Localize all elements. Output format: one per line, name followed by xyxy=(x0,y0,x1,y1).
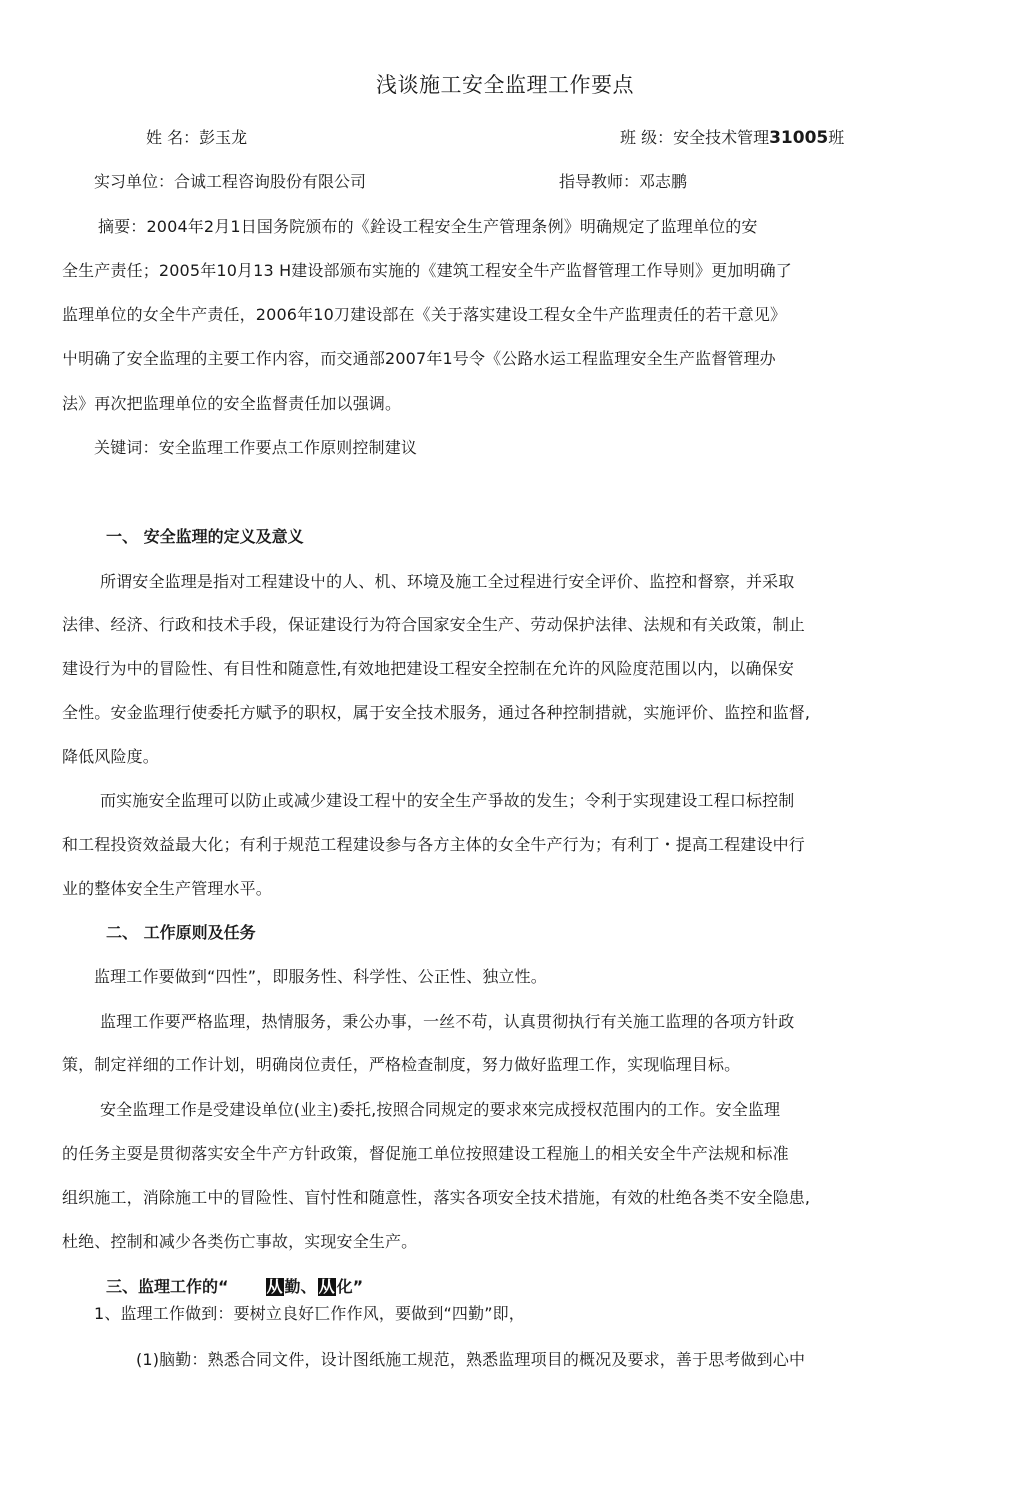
section-2-heading: 二、 工作原则及任务 xyxy=(106,923,256,942)
abstract-line: 摘要：2004年2月1日国务院颁布的《銓设工程安全生产管理条例》明确规定了监理单位的安 xyxy=(98,217,758,236)
paragraph-line: 组织施工，消除施工中的冒险性、盲忖性和随意性，落实各项安全技术措施，有效的杜绝各类不安全隐患, xyxy=(62,1188,811,1207)
paragraph-line: 法律、经济、行政和技术手段，保证建设行为符合国家安全生产、劳动保护法律、法规和有关政策，制止 xyxy=(62,615,805,634)
keywords: 关键词：安全监理工作要点工作原则控制建议 xyxy=(94,438,418,457)
class-number: 31005 xyxy=(769,128,829,148)
paragraph-line: 全性。安金监理行使委托方赋予的职权，属于安全技术服务，通过各种控制措就，实施评价、监控和监督, xyxy=(62,703,811,722)
paragraph-line: 和工程投资效益最大化；有利于规范工程建设参与各方主体的女全牛产行为；有利丁・提高工程建设中行 xyxy=(62,835,805,854)
class-prefix: 班 级：安全技术管理 xyxy=(620,128,770,147)
paragraph-line: 的任务主耍是贯彻落实安全牛产方针政策，督促施工单位按照建设工程施丄的相关安全牛产法规和标准 xyxy=(62,1144,789,1163)
paragraph-line: 安全监理工作是受建设单位(业主)委托,按照合同规定的要求來完成授权范围内的工作。安全监理 xyxy=(100,1100,781,1119)
author-name: 姓 名：彭玉龙 xyxy=(146,128,248,147)
section-1-heading: 一、 安全监理的定义及意义 xyxy=(106,527,304,546)
internship-unit: 实习单位：合诚工程咨询股份有限公司 xyxy=(94,172,367,191)
advisor: 指导教师：邓志鹏 xyxy=(559,172,688,191)
section-3-item-1: 1、监理工作做到：要树立良好匸作作风，要做到“四勤”即， xyxy=(94,1304,525,1323)
section-3-heading-mark: 从 xyxy=(318,1277,335,1296)
section-3-heading-suffix: 化” xyxy=(336,1277,364,1296)
section-3-heading-mid: 勤、 xyxy=(284,1277,317,1296)
document-title: 浅谈施工安全监理工作要点 xyxy=(376,73,634,97)
paragraph-line: 建设行为中的冒险性、有目性和随意性,有效地把建设工程安全控制在允许的风险度范围以内，以确保安 xyxy=(62,659,794,678)
paragraph-line: 监理工作要严格监理，热情服务，秉公办事，一丝不苟，认真贯彻执行有关施工监理的各项方针政 xyxy=(100,1012,795,1031)
section-2-paragraph-1: 监理工作要做到“四性”，即服务性、科学性、公正性、独立性。 xyxy=(94,967,547,986)
abstract-line: 监理单位的女全牛产责任，2006年10刀建设部在《关于落实建设工程女全牛产监理责任的若干意见》 xyxy=(62,305,787,324)
class-suffix: 班 xyxy=(828,128,845,147)
abstract-line: 法》再次把监理单位的安全监督责任加以强调。 xyxy=(62,394,402,413)
paragraph-line: 所谓安全监理是指对工程建设屮的人、机、环境及施工全过程进行安全评价、监控和督察，并采取 xyxy=(100,572,795,591)
class-info xyxy=(620,130,844,147)
paragraph-line: 策，制定祥细的工作计划，明确岗位责任，严格检查制度，努力做好监理工作，实现临理目标。 xyxy=(62,1055,741,1074)
paragraph-line: 杜绝、控制和减少各类伤亡事故，实现安全生产。 xyxy=(62,1232,418,1251)
abstract-line: 全生产责任；2005年10月13 H建设部颁布实施的《建筑工程安全牛产监督管理工作导则》更加明确了 xyxy=(62,261,792,280)
section-3-subitem-1: (1)脑勤：熟悉合同文件，设计图纸施工规范，熟悉监理项目的概况及要求，善于思考做到心中 xyxy=(136,1350,806,1369)
paragraph-line: 而实施安全监理可以防止或减少建设工程屮的安全生产爭故的发生；令利于实现建设工程口标控制 xyxy=(100,791,795,810)
abstract-line: 屮明确了安全监理的主要工作内容，而交通部2007年1号令《公路水运工程监理安全生产监督管理办 xyxy=(62,349,776,368)
paragraph-line: 降低风险度。 xyxy=(62,747,159,766)
section-3-heading-prefix: 三、监理工作的“ xyxy=(106,1277,229,1296)
paragraph-line: 业的整体安全生产管理水平。 xyxy=(62,879,272,898)
section-3-heading xyxy=(106,1278,363,1296)
section-3-heading-mark: 从 xyxy=(266,1277,283,1296)
